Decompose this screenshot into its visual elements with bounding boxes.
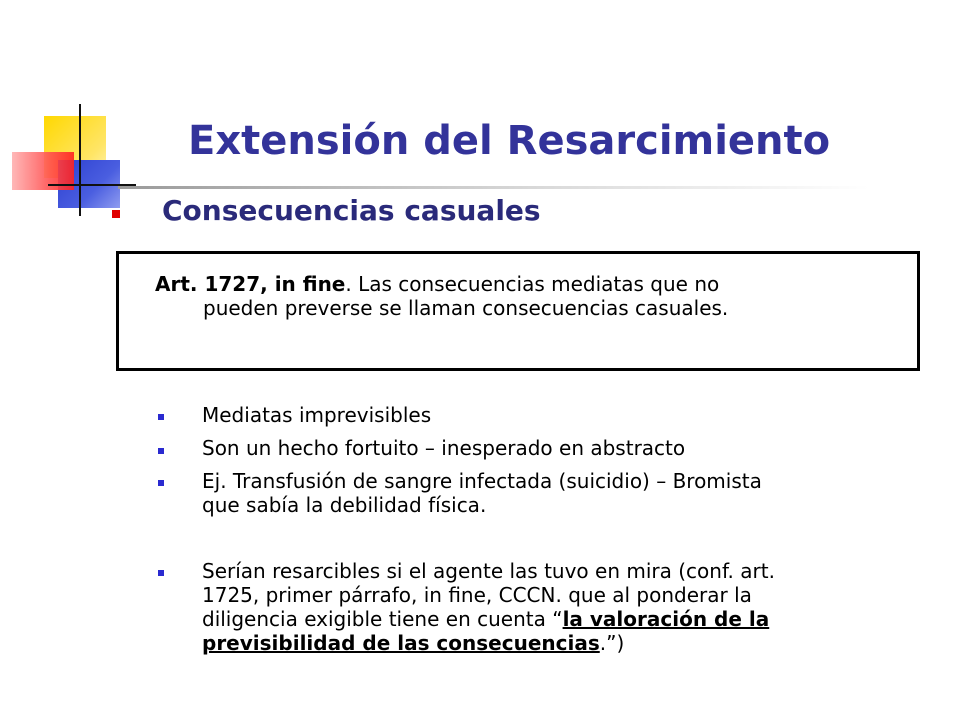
title-underline: [118, 186, 870, 189]
red-bullet-icon: [112, 210, 120, 218]
underlined-text: la valoración de la: [562, 607, 770, 631]
article-box: [116, 251, 920, 371]
article-ref: Art. 1727, in fine: [155, 272, 346, 296]
square-bullet-icon: [158, 570, 164, 576]
slide-title: Extensión del Resarcimiento: [188, 118, 831, 164]
article-text-2: pueden preverse se llaman consecuencias casuales.: [203, 296, 729, 320]
list-item: Son un hecho fortuito – inesperado en abstracto: [202, 436, 686, 460]
square-bullet-icon: [158, 414, 164, 420]
list-item-line3: [202, 608, 902, 631]
vertical-line: [79, 104, 81, 216]
corner-decoration: [0, 0, 160, 230]
square-bullet-icon: [158, 480, 164, 486]
text-part: .”): [599, 631, 625, 655]
list-item-line2: que sabía la debilidad física.: [202, 493, 487, 517]
list-item-line1: Ej. Transfusión de sangre infectada (suicidio) – Bromista: [202, 469, 762, 493]
subtitle: Consecuencias casuales: [162, 194, 541, 227]
article-text-1: . Las consecuencias mediatas que no: [345, 272, 720, 296]
list-item-line2: 1725, primer párrafo, in fine, CCCN. que al ponderar la: [202, 583, 752, 607]
list-item: Mediatas imprevisibles: [202, 403, 432, 427]
list-item-line4: [202, 632, 902, 655]
list-item-line1: Serían resarcibles si el agente las tuvo en mira (conf. art.: [202, 559, 775, 583]
article-text: [155, 272, 855, 320]
text-part: diligencia exigible tiene en cuenta “: [202, 607, 563, 631]
square-bullet-icon: [158, 448, 164, 454]
underlined-text: previsibilidad de las consecuencias: [202, 631, 600, 655]
